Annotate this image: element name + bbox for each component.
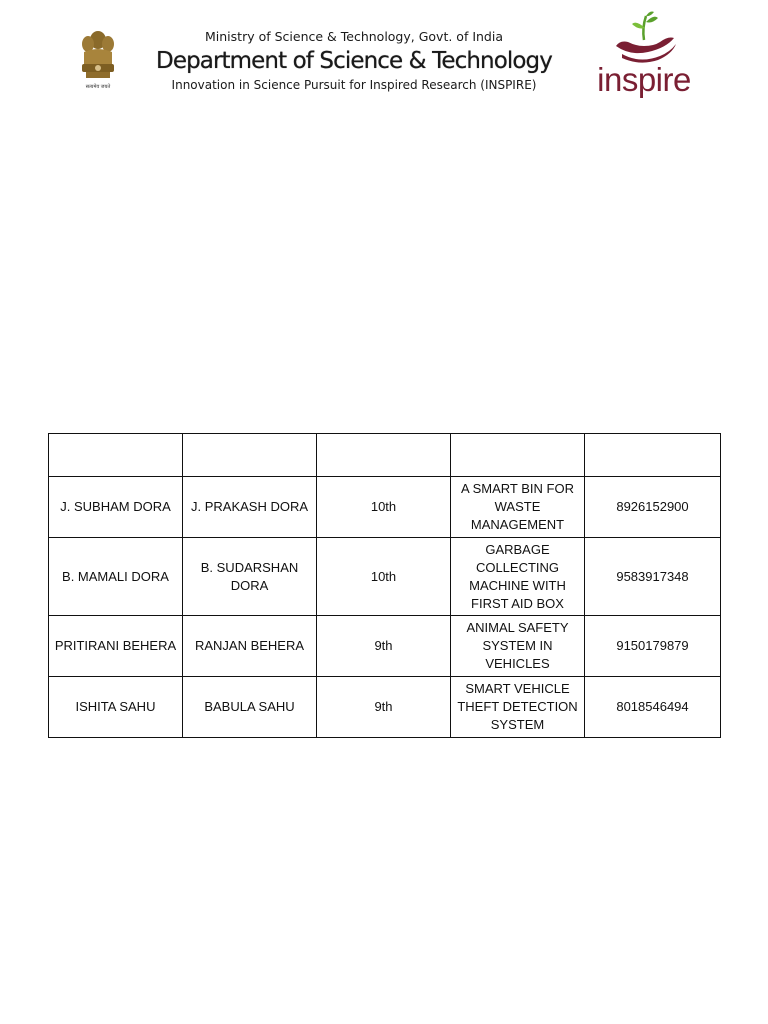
table-row	[49, 616, 721, 677]
hand-sprout-icon	[596, 10, 692, 66]
inspire-wordmark: inspire	[597, 61, 691, 98]
phone-cell: 8018546494	[585, 677, 721, 738]
table-row	[49, 538, 721, 616]
project-cell: ANIMAL SAFETY SYSTEM IN VEHICLES	[451, 616, 585, 677]
table-row	[49, 677, 721, 738]
student-name-cell: J. SUBHAM DORA	[49, 477, 183, 538]
department-title: Department of Science & Technology	[156, 48, 552, 74]
phone-cell: 9150179879	[585, 616, 721, 677]
national-emblem-icon	[76, 28, 120, 92]
class-cell: 10th	[317, 477, 451, 538]
parent-name-cell: BABULA SAHU	[183, 677, 317, 738]
table-header-cell	[451, 434, 585, 477]
class-cell: 10th	[317, 538, 451, 616]
table-header-cell	[49, 434, 183, 477]
student-name-cell: B. MAMALI DORA	[49, 538, 183, 616]
class-cell: 9th	[317, 677, 451, 738]
parent-name-cell: RANJAN BEHERA	[183, 616, 317, 677]
letterhead-text	[148, 28, 560, 94]
table-header-row	[49, 434, 721, 477]
ministry-line: Ministry of Science & Technology, Govt. of India	[205, 29, 503, 44]
parent-name-cell: B. SUDARSHAN DORA	[183, 538, 317, 616]
student-name-cell: PRITIRANI BEHERA	[49, 616, 183, 677]
letterhead	[0, 0, 768, 115]
student-name-cell: ISHITA SAHU	[49, 677, 183, 738]
phone-cell: 9583917348	[585, 538, 721, 616]
student-table	[48, 433, 721, 738]
table-header-cell	[317, 434, 451, 477]
project-cell: A SMART BIN FOR WASTE MANAGEMENT	[451, 477, 585, 538]
project-cell: GARBAGE COLLECTING MACHINE WITH FIRST AID BOX	[451, 538, 585, 616]
svg-text:सत्यमेव जयते: सत्यमेव जयते	[85, 84, 111, 90]
class-cell: 9th	[317, 616, 451, 677]
table-header-cell	[585, 434, 721, 477]
phone-cell: 8926152900	[585, 477, 721, 538]
table-header-cell	[183, 434, 317, 477]
inspire-logo	[596, 10, 692, 106]
program-line: Innovation in Science Pursuit for Inspired Research (INSPIRE)	[171, 78, 537, 92]
parent-name-cell: J. PRAKASH DORA	[183, 477, 317, 538]
project-cell: SMART VEHICLE THEFT DETECTION SYSTEM	[451, 677, 585, 738]
table-row	[49, 477, 721, 538]
